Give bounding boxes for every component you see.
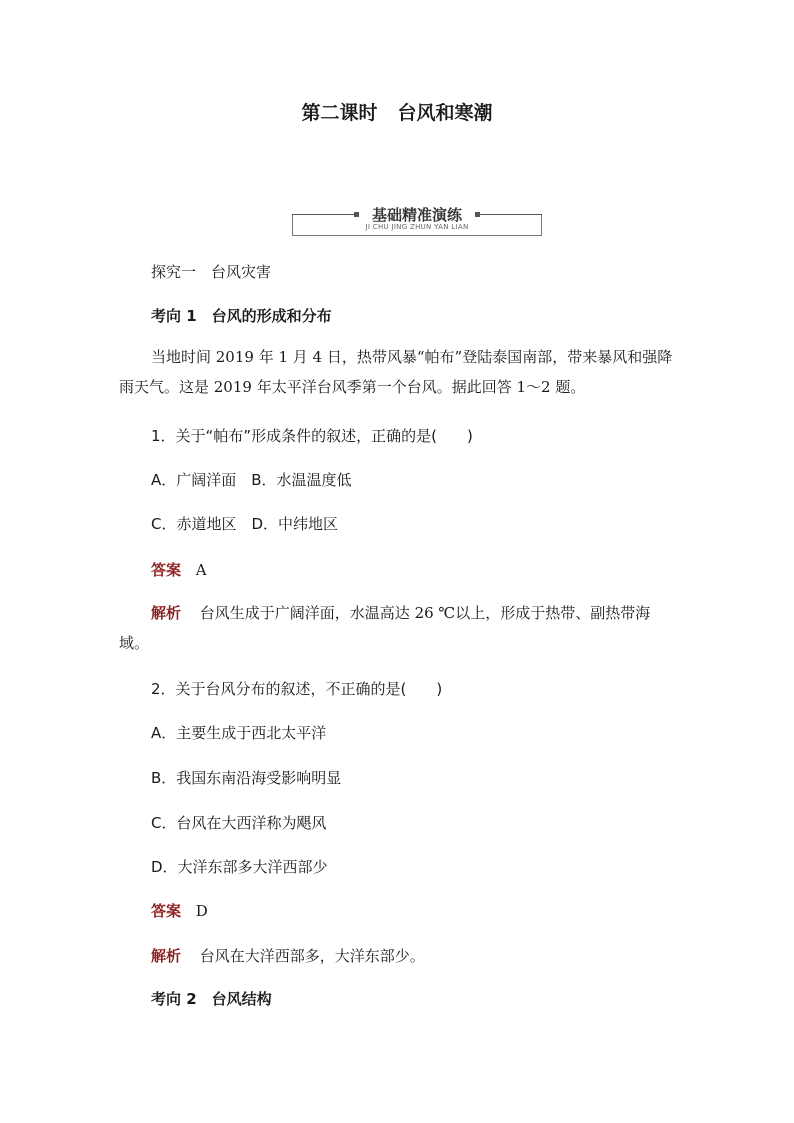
answer-label: 答案 xyxy=(151,902,182,920)
analysis-text: 台风在大洋西部多，大洋东部少。 xyxy=(199,947,425,965)
question-2-option-b: B．我国东南沿海受影响明显 xyxy=(151,769,342,787)
question-2-stem: 2．关于台风分布的叙述，不正确的是( ) xyxy=(151,680,443,698)
answer-value: A xyxy=(195,561,207,579)
question-1-answer xyxy=(151,560,207,580)
topic-heading-1: 考向 1 台风的形成和分布 xyxy=(151,307,332,325)
lesson-name: 台风和寒潮 xyxy=(397,102,493,124)
topic-heading-2: 考向 2 台风结构 xyxy=(151,990,272,1008)
question-2-option-c: C．台风在大西洋称为飓风 xyxy=(151,814,327,832)
analysis-label: 解析 xyxy=(151,947,182,965)
analysis-label: 解析 xyxy=(151,604,182,622)
reading-passage: 当地时间 2019 年 1 月 4 日，热带风暴“帕布”登陆泰国南部，带来暴风和强降雨天气。这是 2019 年太平洋台风季第一个台风。据此回答 1～2 题。 xyxy=(119,348,673,396)
question-1-options-ab: A．广阔洋面 B．水温温度低 xyxy=(151,471,352,489)
answer-label: 答案 xyxy=(151,561,182,579)
answer-value: D xyxy=(195,902,208,920)
question-1-analysis xyxy=(151,603,650,623)
question-2-answer xyxy=(151,901,208,921)
question-2-analysis xyxy=(151,946,425,966)
banner-subtitle: JI CHU JING ZHUN YAN LIAN xyxy=(365,223,469,231)
lesson-number: 第二课时 xyxy=(301,102,378,124)
question-1-stem: 1．关于“帕布”形成条件的叙述，正确的是( ) xyxy=(151,427,473,445)
question-2-option-a: A．主要生成于西北太平洋 xyxy=(151,724,327,742)
question-1-analysis-cont: 域。 xyxy=(119,634,150,652)
section-heading: 探究一 台风灾害 xyxy=(151,263,272,281)
banner-title: 基础精准演练 xyxy=(371,206,462,224)
section-banner xyxy=(292,204,542,236)
question-1-options-cd: C．赤道地区 D．中纬地区 xyxy=(151,515,339,533)
analysis-text: 台风生成于广阔洋面，水温高达 26 ℃以上，形成于热带、副热带海 xyxy=(199,604,651,622)
page-title xyxy=(0,98,794,125)
question-2-option-d: D．大洋东部多大洋西部少 xyxy=(151,858,328,876)
